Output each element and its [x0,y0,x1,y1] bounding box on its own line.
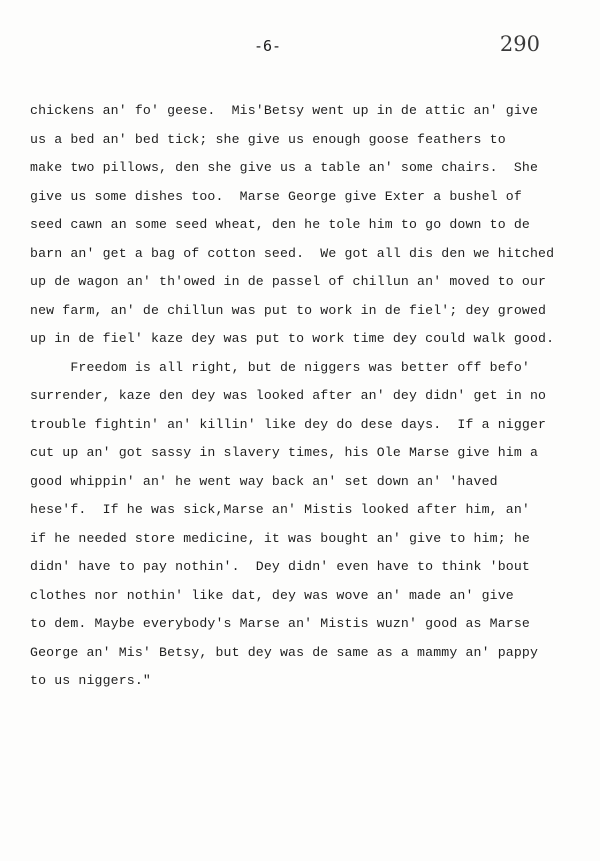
body-text [30,97,585,696]
folio-number: 290 [499,32,540,56]
text-line: hese'f. If he was sick,Marse an' Mistis looked after him, an' [30,502,530,517]
text-line: us a bed an' bed tick; she give us enough goose feathers to [30,131,506,147]
text-line: up de wagon an' th'owed in de passel of chillun an' moved to our [30,274,547,289]
text-line: surrender, kaze den dey was looked after an' dey didn' get in no [30,388,547,403]
text-line: up in de fiel' kaze dey was put to work time dey could walk good. [30,331,555,346]
text-line: George an' Mis' Betsy, but dey was de same as a mammy an' pappy [30,644,539,660]
text-line: new farm, an' de chillun was put to work in de fiel'; dey growed [30,302,547,318]
text-line: cut up an' got sassy in slavery times, his Ole Marse give him a [30,445,539,460]
text-line: chickens an' fo' geese. Mis'Betsy went up in de attic an' give [30,103,539,118]
text-line: clothes nor nothin' like dat, dey was wove an' made an' give [30,587,514,603]
text-line: good whippin' an' he went way back an' set down an' 'haved [30,473,498,489]
text-line: make two pillows, den she give us a table an' some chairs. She [30,160,539,175]
page-number: -6- [254,37,282,55]
text-line: seed cawn an some seed wheat, den he tole him to go down to de [30,217,530,232]
text-line: if he needed store medicine, it was bought an' give to him; he [30,530,530,546]
text-line: didn' have to pay nothin'. Dey didn' even have to think 'bout [30,559,530,574]
text-line: give us some dishes too. Marse George give Exter a bushel of [30,188,522,204]
text-line: to dem. Maybe everybody's Marse an' Mistis wuzn' good as Marse [30,616,530,631]
text-line: trouble fightin' an' killin' like dey do dese days. If a nigger [30,416,547,432]
text-line: barn an' get a bag of cotton seed. We got all dis den we hitched [30,245,555,261]
text-line: to us niggers." [30,673,151,688]
text-line: Freedom is all right, but de niggers was better off befo' [30,359,530,375]
